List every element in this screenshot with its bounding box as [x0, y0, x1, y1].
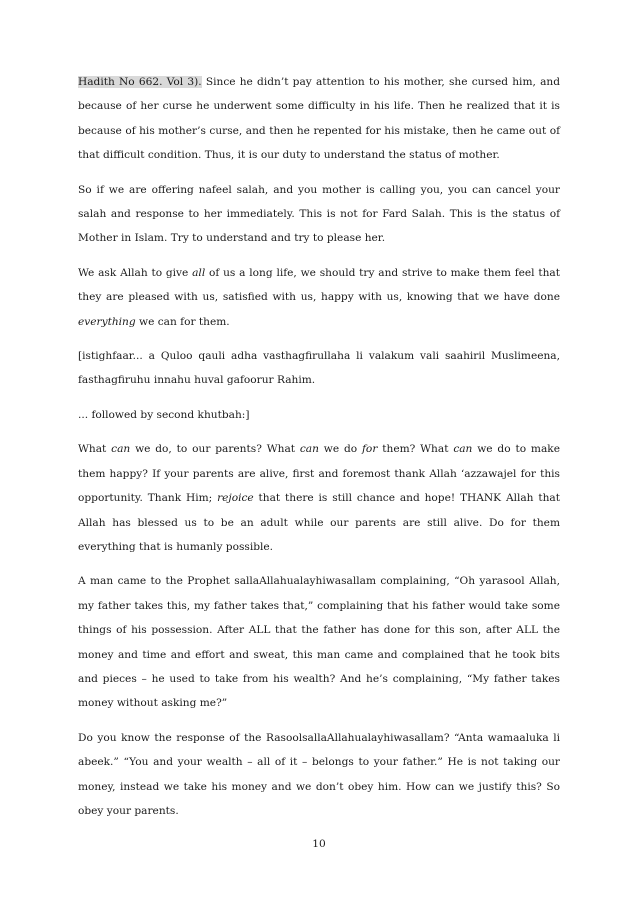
paragraph-text: we do	[318, 443, 363, 456]
emphasis-text: everything	[78, 315, 136, 328]
paragraph-text: What	[78, 443, 112, 456]
paragraph-text: So if we are offering nafeel salah, and you mother is calling you, you can cancel your salah and response to her immediately. This is not for Fard Salah. This is the status of Mother in Islam. Try to understand and try to please her.	[78, 183, 560, 245]
emphasis-text: rejoice	[217, 492, 254, 505]
paragraph-8	[78, 726, 560, 824]
paragraph-1	[78, 70, 560, 168]
emphasis-text: can	[453, 443, 473, 456]
highlighted-citation: Hadith No 662. Vol 3).	[78, 76, 202, 88]
page-number: 10	[312, 838, 326, 850]
paragraph-2	[78, 178, 560, 251]
paragraph-text: We ask Allah to give	[78, 266, 193, 279]
emphasis-text: all	[192, 266, 206, 279]
paragraph-3	[78, 261, 560, 334]
paragraph-text: Do you know the response of the RasoolsallaAllahualayhiwasallam? “Anta wamaaluka li abeek.” “You and your wealth – all of it – belongs to your father.” He is not taking our money, instead we take his money and we don’t obey him. How can we justify this? So obey your parents.	[78, 731, 560, 817]
paragraph-text: we can for them.	[135, 315, 230, 328]
document-body	[78, 70, 560, 833]
paragraph-text: [istighfaar... a Quloo qauli adha vasthagfirullaha li valakum vali saahiril Muslimeena, fasthagfiruhu innahu huval gafoorur Rahim.	[78, 350, 560, 387]
paragraph-text: ... followed by second khutbah:]	[78, 408, 250, 421]
paragraph-text: them? What	[377, 443, 454, 456]
paragraph-text: that there is still chance and hope! THANK Allah that Allah has blessed us to be an adult while our parents are still alive. Do for them everything that is humanly possible.	[78, 492, 560, 553]
paragraph-6	[78, 437, 560, 559]
paragraph-5	[78, 403, 560, 427]
paragraph-text: Since he didn’t pay attention to his mother, she cursed him, and because of her curse he underwent some difficulty in his life. Then he realized that it is because of his mother’s curse, and then he repented for his mistake, then he came out of that difficult condition. Thus, it is our duty to understand the status of mother.	[78, 76, 561, 162]
paragraph-text: of us a long life, we should try and strive to make them feel that they are pleased with us, satisfied with us, happy with us, knowing that we have done	[78, 266, 560, 304]
paragraph-4	[78, 344, 560, 393]
paragraph-text: A man came to the Prophet sallaAllahualayhiwasallam complaining, “Oh yarasool Allah, my father takes this, my father takes that,” complaining that his father would take some things of his possession. After ALL that the father has done for this son, after ALL the money and time and effort and sweat, this man came and complained that he took bits and pieces – he used to take from his wealth? And he’s complaining, “My father takes money without asking me?”	[78, 575, 560, 710]
paragraph-text: we do to make them happy? If your parents are alive, first and foremost thank Allah ‘azzawajel for this opportunity. Thank Him;	[78, 443, 560, 505]
paragraph-7	[78, 569, 560, 715]
emphasis-text: can	[111, 443, 131, 456]
emphasis-text: for	[362, 443, 378, 456]
emphasis-text: can	[299, 443, 319, 456]
paragraph-text: we do, to our parents? What	[130, 443, 300, 456]
